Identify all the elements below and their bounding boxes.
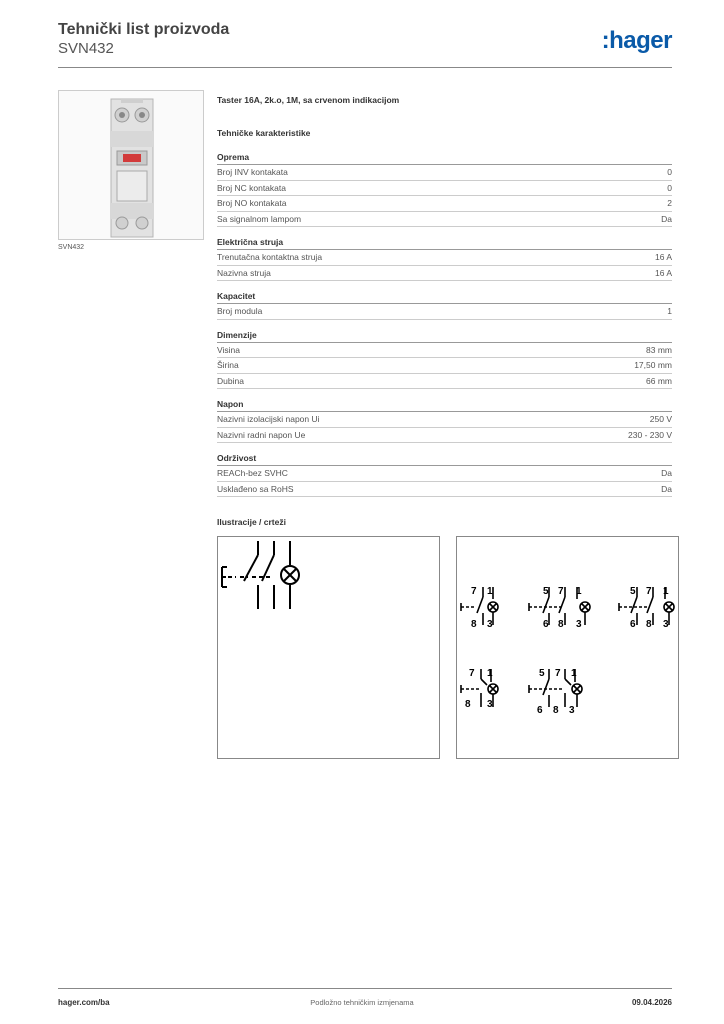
- image-caption: SVN432: [58, 244, 85, 251]
- footer-date: 09.04.2026: [631, 998, 672, 1007]
- terminal-label: 6: [630, 619, 636, 630]
- footer-notice: Podložno tehničkim izmjenama: [310, 998, 414, 1007]
- spec-group: [217, 453, 672, 497]
- spec-label: Broj NC kontakata: [217, 182, 286, 193]
- spec-value: 16 A: [654, 267, 672, 278]
- spec-value: 83 mm: [646, 344, 672, 355]
- illustrations-heading: Ilustracije / crteži: [217, 517, 286, 527]
- spec-row: [217, 374, 672, 390]
- footer-divider: [58, 988, 672, 989]
- spec-row: [217, 250, 672, 266]
- terminal-label: 1: [576, 586, 582, 597]
- product-description: Taster 16A, 2k.o, 1M, sa crvenom indikacijom: [217, 95, 400, 105]
- spec-row: [217, 428, 672, 444]
- product-image: [58, 90, 204, 240]
- terminal-label: 3: [576, 619, 582, 630]
- spec-row: [217, 212, 672, 228]
- spec-group: [217, 237, 672, 281]
- spec-label: Nazivni radni napon Ue: [217, 429, 306, 440]
- spec-label: REACh-bez SVHC: [217, 468, 288, 478]
- terminal-label: 3: [487, 699, 493, 710]
- spec-value: Da: [661, 468, 672, 478]
- terminal-label: 6: [543, 619, 549, 630]
- terminal-label: 8: [553, 705, 559, 716]
- spec-group: [217, 291, 672, 320]
- spec-row: [217, 165, 672, 181]
- terminal-label: 3: [487, 619, 493, 630]
- spec-label: Sa signalnom lampom: [217, 213, 302, 224]
- terminal-label: 8: [471, 619, 477, 630]
- page-title: Tehnički list proizvoda: [58, 21, 230, 38]
- terminal-label: 7: [469, 668, 475, 679]
- spec-value: 230 - 230 V: [628, 429, 672, 440]
- spec-value: 16 A: [654, 252, 672, 262]
- spec-value: 0: [667, 167, 672, 177]
- spec-group-title: Napon: [217, 399, 672, 412]
- spec-group-title: Oprema: [217, 152, 672, 165]
- terminal-label: 8: [465, 699, 471, 710]
- spec-row: [217, 181, 672, 197]
- spec-row: [217, 466, 672, 482]
- spec-content: [217, 95, 672, 507]
- spec-label: Trenutačna kontaktna struja: [217, 252, 323, 262]
- illustration-box-symbol: [217, 536, 440, 759]
- terminal-label: 3: [569, 705, 575, 716]
- spec-value: 0: [667, 182, 672, 193]
- terminal-label: 7: [471, 586, 477, 597]
- footer-website-link[interactable]: hager.com/ba: [58, 998, 110, 1007]
- spec-label: Širina: [217, 360, 239, 370]
- terminal-label: 1: [663, 586, 669, 597]
- spec-group-title: Električna struja: [217, 237, 672, 250]
- spec-value: 250 V: [649, 414, 672, 424]
- terminal-label: 8: [646, 619, 652, 630]
- terminal-label: 5: [630, 586, 636, 597]
- terminal-label: 5: [543, 586, 549, 597]
- spec-value: Da: [661, 213, 672, 224]
- spec-group-title: Kapacitet: [217, 291, 672, 304]
- spec-value: Da: [661, 483, 672, 494]
- spec-row: [217, 266, 672, 282]
- spec-row: [217, 358, 672, 374]
- spec-label: Broj NO kontakata: [217, 198, 287, 208]
- spec-row: [217, 343, 672, 359]
- spec-label: Usklađeno sa RoHS: [217, 483, 294, 494]
- hager-logo: :hager: [601, 27, 672, 54]
- terminal-label: 6: [537, 705, 543, 716]
- spec-row: [217, 196, 672, 212]
- header-divider: [58, 67, 672, 68]
- spec-value: 2: [667, 198, 672, 208]
- product-code: SVN432: [58, 40, 114, 57]
- spec-row: [217, 412, 672, 428]
- spec-group: [217, 330, 672, 390]
- terminal-label: 7: [558, 586, 564, 597]
- tech-heading: Tehničke karakteristike: [217, 128, 311, 138]
- spec-group-title: Dimenzije: [217, 330, 672, 343]
- spec-group: [217, 152, 672, 227]
- spec-label: Visina: [217, 344, 240, 355]
- spec-group-title: Održivost: [217, 453, 672, 466]
- spec-value: 66 mm: [646, 375, 672, 386]
- spec-row: [217, 482, 672, 498]
- terminal-label: 3: [663, 619, 669, 630]
- spec-value: 1: [667, 306, 672, 316]
- spec-label: Dubina: [217, 375, 244, 386]
- terminal-label: 1: [487, 586, 493, 597]
- illustration-box-wiring: [456, 536, 679, 759]
- spec-row: [217, 304, 672, 320]
- terminal-label: 5: [539, 668, 545, 679]
- terminal-label: 7: [646, 586, 652, 597]
- spec-label: Nazivna struja: [217, 267, 271, 278]
- spec-value: 17,50 mm: [634, 360, 672, 370]
- spec-group: [217, 399, 672, 443]
- terminal-label: 7: [555, 668, 561, 679]
- terminal-label: 1: [487, 668, 493, 679]
- spec-label: Broj INV kontakata: [217, 167, 288, 177]
- terminal-label: 1: [571, 668, 577, 679]
- spec-groups: [217, 152, 672, 497]
- spec-label: Broj modula: [217, 306, 263, 316]
- spec-label: Nazivni izolacijski napon Ui: [217, 414, 320, 424]
- terminal-label: 8: [558, 619, 564, 630]
